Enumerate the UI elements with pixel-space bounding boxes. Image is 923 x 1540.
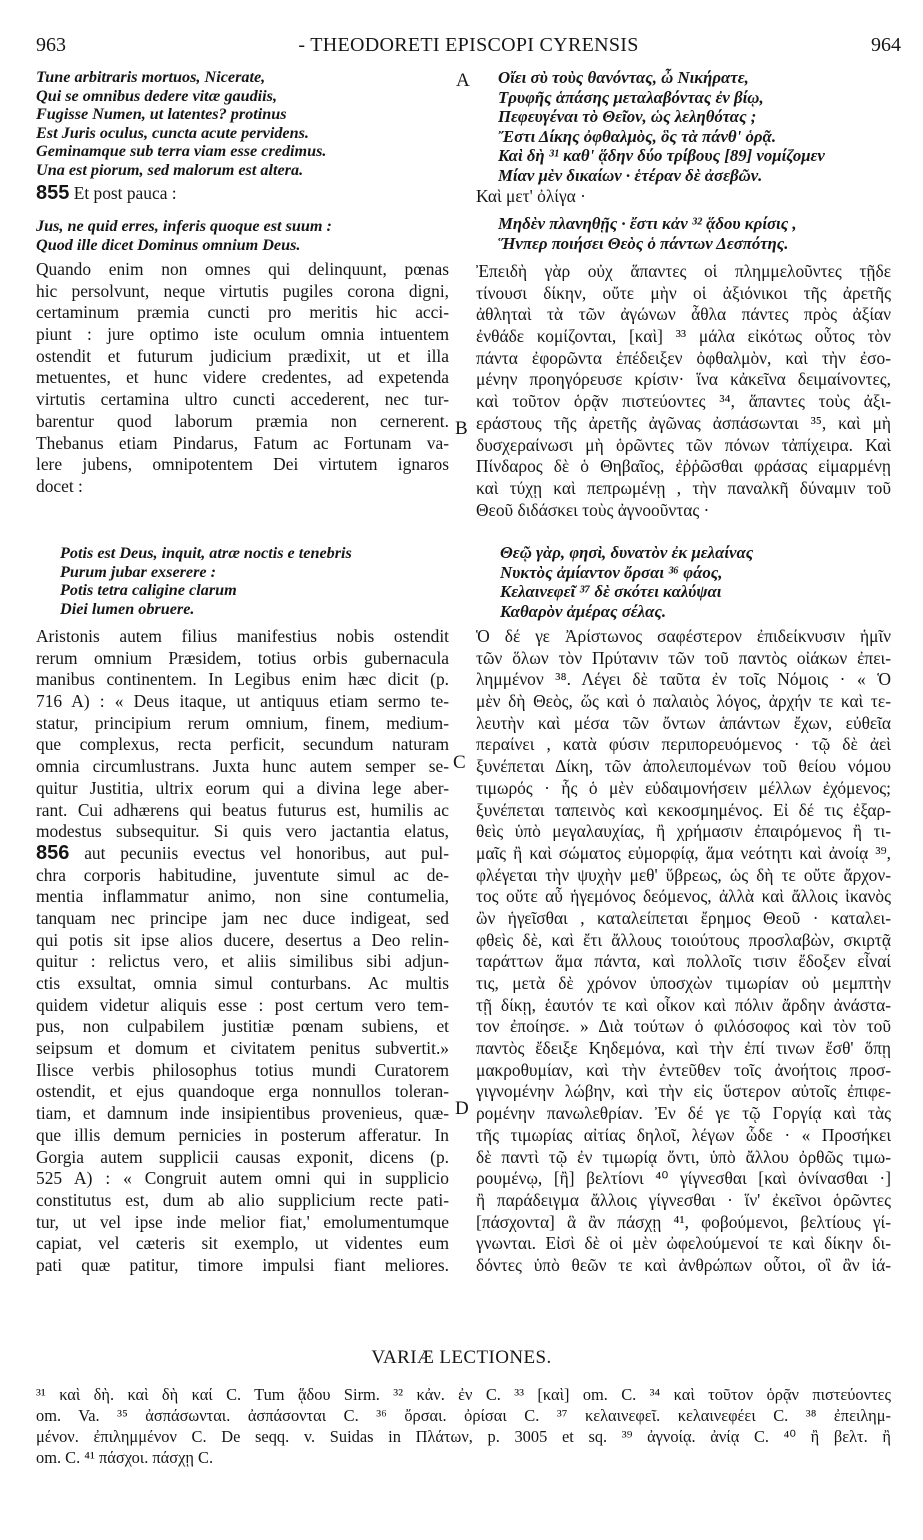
verse-line: Jus, ne quid erres, inferis quoque est suum : — [36, 217, 332, 235]
text-line: modestus subsequitur. Si quis vero jactantia elatus, — [36, 821, 449, 842]
text-line: quitur Justitia, ultrix eorum qui a divina lege aber- — [36, 777, 449, 798]
text-line: ἐνθάδε κομίζονται, [καὶ] ³³ μάλα εἰκότως οὗτος τὸν — [476, 326, 891, 347]
text-line: εράστους τῆς ἀρετῆς ἀγῶνας ἀσπάσωνται ³⁵, καὶ μὴ — [476, 412, 891, 433]
latin-verse-2 — [36, 217, 416, 254]
latin-paragraph-2 — [36, 626, 449, 1277]
text-line: virtutis certamina ultro cuncti accederent, nec tur- — [36, 389, 449, 410]
verse-line: Potis est Deus, inquit, atræ noctis e tenebris — [60, 544, 352, 562]
text-line: ostendit et futurum judicium prædixit, ut et illa — [36, 345, 449, 366]
text-line: γνωνται. Εἰσὶ δὲ οἱ μὲν ὠφελούμενοί τε καὶ δίκην δι- — [476, 1233, 891, 1254]
text-line: φλέγεται τὴν ψυχὴν μεθ' ὕβρεως, ὡς δὴ τε οὔτε ἄρχον- — [476, 864, 891, 885]
text-line: 716 A) : « Deus itaque, ut antiquus etiam sermo te- — [36, 691, 449, 712]
text-line: manibus continentem. In Legibus enim hæc dicit (p. — [36, 669, 449, 690]
text-line: ὢν ἡγεῖσθαι , καταλείπεται ἔρημος Θεοῦ · καταλει- — [476, 907, 891, 928]
verse-line: Τρυφῆς ἁπάσης μεταλαβόντας ἐν βίῳ, — [498, 87, 764, 107]
verse-line: Diei lumen obruere. — [60, 599, 195, 618]
text-line: ξυνέπεται ταπεινὸς καὶ κεκοσμημένος. Εἰ δέ τις ἐξαρ- — [476, 799, 891, 820]
text-line: piunt : jure optimo iste oculum omnia intuentem — [36, 324, 449, 345]
text-line: τιμωρός · ἧς ὁ μὲν εὐδαιμονήσειν μέλλων ἐχόμενος; — [476, 777, 891, 798]
verse-line: Quod ille dicet Dominus omnium Deus. — [36, 235, 301, 254]
text-line: λευτὴν καὶ μέσα τῶν ὄντων ἁπάντων ἔχων, εὐθεῖα — [476, 712, 891, 733]
greek-verse-2 — [498, 214, 891, 253]
text-line: Ὁ δέ γε Ἀρίστωνος σαφέστερον ἐπιδείκνυσιν ἡμῖν — [476, 626, 891, 646]
text-line: qui potis sit ipse alios ducere, desertus a Deo relin- — [36, 929, 449, 950]
greek-after-verse: Καὶ μετ' ὀλίγα · — [476, 186, 586, 206]
text-line: capiat, vel cæteris sit exemplo, ut videntes eum — [36, 1233, 449, 1254]
section-number-856: 856 — [36, 842, 70, 864]
verse-line: Fugisse Numen, ut latentes? protinus — [36, 105, 287, 124]
text-line: ρομένην πανωλεθρίαν. Ἐν δέ γε τῷ Γοργίᾳ καὶ τὰς — [476, 1103, 891, 1124]
verse-line: Πεφευγέναι τὸ Θεῖον, ὡς λεληθότας ; — [498, 107, 757, 127]
intro-text: Et post pauca : — [69, 183, 177, 203]
text-line: docet : — [36, 475, 83, 496]
verse-line: Est Juris oculus, cuncta acute pervidens. — [36, 123, 309, 142]
text-line: quidem videtur aliquis esse : post certum vero tem- — [36, 994, 449, 1015]
text-line: ξυνέπεται Δίκη, τῶν ἀπολειπομένων τοῦ θείου νόμου — [476, 756, 891, 777]
greek-paragraph-1 — [476, 261, 891, 521]
text-line: pati quæ patitur, timore impulsi fiant meliores. — [36, 1254, 449, 1275]
text-line: rant. Cui adhærens qui beatus futurus est, humilis ac — [36, 799, 449, 820]
text-line: chra corporis habitudine, juventute simul ac de- — [36, 864, 449, 885]
verse-line: Ἥνπερ ποιήσει Θεὸς ὁ πάντων Δεσπότης. — [498, 233, 789, 253]
text-line: δὲ παντὶ τῷ ἐν τιμωρίᾳ ὄντι, ὑπὸ ἄλλου ὀρθῶς τιμω- — [476, 1146, 891, 1167]
text-line: μένην προηγόρευσε κρίσιν· ἵνα κἀκεῖνα δειμαίνοντες, — [476, 369, 891, 390]
verse-line: Ἔστι Δίκης ὀφθαλμὸς, ὃς τὰ πάνθ' ὁρᾷ. — [498, 126, 777, 146]
variae-lectiones — [36, 1384, 891, 1468]
text-line: mentia inflammatur animo, non sine contumelia, — [36, 886, 449, 907]
text-line: hic persolvunt, neque virtutis pugiles corona digni, — [36, 280, 449, 301]
text-line: μαῖς ἢ καὶ σώματος εὐμορφίᾳ, ἅμα νεότητι καὶ ἀνοίᾳ ³⁹, — [476, 842, 891, 863]
latin-verse-3 — [60, 544, 420, 618]
text-line: rerum omnium Præsidem, totius orbis gubernacula — [36, 647, 449, 668]
margin-letter-c: C — [453, 752, 466, 773]
text-line: μακροθυμίαν, καὶ τὴν ἐντεῦθεν τοῖς ἀνοήτοις προσ- — [476, 1059, 891, 1080]
footnote-line: ³¹ καὶ δὴ. καὶ δὴ καί C. Tum ᾅδου Sirm. ³² κἀν. ἐν C. ³³ [καὶ] om. C. ³⁴ καὶ τοῦτον ὁρᾷν πιστεύοντες — [36, 1385, 891, 1404]
text-line: quitur : relictus vero, et aliis similibus sibi adjun- — [36, 951, 449, 972]
verse-line: Θεῷ γὰρ, φησὶ, δυνατὸν ἐκ μελαίνας — [500, 543, 754, 562]
text-line: τος οὔτε αὖ ἡγεμόνος δεόμενος, ἀλλὰ καὶ ἄλλοις ἱκανὸς — [476, 886, 891, 907]
text-line: que complexus, recta perficit, secundum naturam — [36, 734, 449, 755]
footnote-line: om. Va. ³⁵ ἀσπάσωνται. ἀσπάσονται C. ³⁶ ὄρσαι. ὀρίσαι C. ³⁷ κελαινεφεῖ. κελαινεφέει C. ³⁸ ἐπειλημ- — [36, 1406, 891, 1425]
text-line: γιγνομένην λώβην, καὶ τὴν εἰς ὕστερον αὐτοῖς ἐπιφε- — [476, 1081, 891, 1102]
footnote-line: om. C. ⁴¹ πάσχοι. πάσχῃ C. — [36, 1448, 214, 1467]
latin-paragraph-1 — [36, 259, 449, 498]
text-line: ἀθληταὶ τὰ τῶν ἀγώνων ἆθλα πάντες πρὸς ἀξίαν — [476, 304, 891, 325]
text-line: δόντες ὑπὸ θεῶν τε καὶ ἀνθρώπων οὗτοι, οἳ ἂν ἰά- — [476, 1254, 891, 1275]
text-line: ctis exsultat, omnia simul conturbans. Ac multis — [36, 973, 449, 993]
text-fragment: aut pecuniis evectus vel honoribus, aut pul- — [69, 842, 449, 863]
text-line: certaminum præmia cuncti pro meritis hic acci- — [36, 302, 449, 323]
text-line: 525 A) : « Congruit autem omni qui in supplicio — [36, 1168, 449, 1189]
text-line: ρουμένῳ, [ἢ] βελτίονι ⁴⁰ γίγνεσθαι [καὶ ὀνίνασθαι ·] — [476, 1168, 891, 1189]
verse-line: Qui se omnibus dedere vitæ gaudiis, — [36, 86, 278, 105]
text-line: τῇ δίκῃ, ἑαυτόν τε καὶ οἶκον καὶ πόλιν ἄρδην ἀνάστα- — [476, 994, 891, 1015]
page-number-left: 963 — [36, 34, 66, 56]
text-line: τον ἐποίησε. » Διὰ τούτων ὁ φιλόσοφος καὶ τὸν τοῦ — [476, 1016, 891, 1037]
text-line: περαίνει , κατὰ φύσιν περιπορευόμενος · τῷ δὲ ἀεὶ — [476, 734, 891, 755]
text-line: Thebanus etiam Pindarus, Fatum ac Fortunam va- — [36, 432, 449, 453]
verse-line: Geminamque sub terra viam esse credimus. — [36, 142, 327, 161]
verse-line: Καὶ δὴ ³¹ καθ' ᾅδην δύο τρίβους [89] νομίζομεν — [498, 146, 825, 166]
text-line: constitutus est, dum ab alio supplicium recte pati- — [36, 1189, 449, 1210]
verse-line: Una est piorum, sed malorum est altera. — [36, 160, 304, 179]
text-line: τῆς τιμωρίας αἰτίας δηλοῖ, λέγων ὧδε · « Προσήκει — [476, 1124, 891, 1145]
text-line: omnia circumlustrans. Juxta hunc autem semper se- — [36, 756, 449, 777]
text-line: que illis demum pernicies in posterum afferatur. In — [36, 1124, 449, 1145]
text-line: λημμένον ³⁸. Λέγει δὲ ταῦτα ἐν τοῖς Νόμοις · « Ὁ — [476, 669, 891, 690]
text-line: φθεὶς δὲ, καὶ ἔτι ἄλλους τοιούτους προσλαβὼν, σκιρτᾷ — [476, 929, 891, 950]
running-header — [36, 34, 901, 62]
text-line: τις, μετὰ δὲ χρόνον ὑποσχὼν τιμωρίαν οὐ μεμπτὴν — [476, 973, 891, 993]
text-line-section-856 — [36, 843, 449, 865]
margin-letter-a: A — [456, 70, 470, 91]
margin-letter-d: D — [455, 1098, 469, 1119]
verse-line: Potis tetra caligine clarum — [60, 581, 237, 600]
margin-letter-b: B — [455, 418, 468, 439]
greek-verse-1 — [498, 68, 891, 186]
text-line: τίνουσι δίκην, οὔτε μὴν οἱ ἀξιόνικοι τῆς ἀρετῆς — [476, 282, 891, 303]
verse-line: Μηδὲν πλανηθῇς · ἔστι κἀν ³² ᾅδου κρίσις , — [498, 214, 797, 233]
text-line: Πίνδαρος δὲ ὁ Θηβαῖος, ἐῤῥῶσθαι φράσας εἱμαρμένῃ — [476, 456, 891, 477]
variae-lectiones-title: VARIÆ LECTIONES. — [371, 1347, 552, 1368]
text-line: ταράττων ἅμα πάντα, καὶ πολλοῖς τισιν ἔδοξεν εἶναί — [476, 951, 891, 972]
text-line: Quando enim non omnes qui delinquunt, pœnas — [36, 259, 449, 279]
text-line: παντὸς ἔδειξε Κηδεμόνα, καὶ τὴν ἐπί τινων ἔσθ' ὅπῃ — [476, 1038, 891, 1059]
text-line: Aristonis autem filius manifestius nobis ostendit — [36, 626, 449, 646]
text-line: [πάσχοντα] ἃ ἂν πάσχῃ ⁴¹, φοβούμενοι, βελτίους γί- — [476, 1211, 891, 1232]
text-line: metuentes, et hunc videre credentes, ad expetenda — [36, 367, 449, 388]
running-title: - THEODORETI EPISCOPI CYRENSIS — [298, 34, 639, 56]
text-line: δυσχεραίνωσι μὴ ὁρῶντες τῶν πόνων τἀπίχειρα. Καὶ — [476, 434, 891, 455]
latin-verse-1 — [36, 68, 416, 180]
verse-line: Οἴει σὺ τοὺς θανόντας, ὦ Νικήρατε, — [498, 68, 749, 87]
greek-paragraph-2 — [476, 626, 891, 1277]
verse-line: Purum jubar exserere : — [60, 562, 217, 581]
verse-line: Καθαρὸν ἀμέρας σέλας. — [500, 601, 667, 621]
text-line: ἢ παράδειγμα ἄλλοις γίγνεσθαι · ἵν' ἐκεῖνοι ὁρῶντες — [476, 1189, 891, 1210]
latin-section-855 — [36, 183, 449, 205]
greek-verse-3 — [500, 543, 891, 621]
section-number-855: 855 — [36, 182, 70, 204]
text-line: tur, ut vel ipse inde melior fiat,' emolumentumque — [36, 1211, 449, 1232]
text-line: τῶν ὅλων τὸν Πρύτανιν τῶν τοῦ παντὸς οἰάκων ἐπει- — [476, 647, 891, 668]
text-line: θεὶς ὑπὸ μεγαλαυχίας, ἢ χρήμασιν ἐπαιρόμενος ἢ τι- — [476, 821, 891, 842]
text-line: pus, non culpabilem justitiæ pœnam subiens, et — [36, 1016, 449, 1037]
text-line: tanquam nec principe jam nec duce indigeat, sed — [36, 907, 449, 928]
text-line: πάντα ἐφορῶντα ἐπέδειξεν ὀφθαλμὸν, καὶ τὴν ἐσο- — [476, 347, 891, 368]
text-line: tiam, et damnum inde insipientibus provenieus, quæ- — [36, 1103, 449, 1124]
verse-line: Μίαν μὲν δικαίων · ἑτέραν δὲ ἀσεβῶν. — [498, 165, 763, 185]
page-number-right: 964 — [871, 34, 901, 56]
text-line: barentur quod laborum præmia non cernerent. — [36, 410, 449, 431]
text-line: καὶ τύχῃ καὶ πεπρωμένῃ , τὴν παναλκῆ δύναμιν τοῦ — [476, 477, 891, 498]
text-line: seipsum et domum et civitatem penitus subvertit.» — [36, 1038, 449, 1059]
text-line: lere jubens, omnipotentem Dei virtutem ignaros — [36, 454, 449, 475]
text-line: Gorgia autem supplicii causas exponit, dicens (p. — [36, 1146, 449, 1167]
verse-line: Κελαινεφεῖ ³⁷ δὲ σκότει καλύψαι — [500, 582, 722, 602]
text-line: Ἐπειδὴ γὰρ οὐχ ἅπαντες οἱ πλημμελοῦντες τῇδε — [476, 261, 891, 281]
text-line: μὲν δὴ Θεὸς, ὥς καὶ ὁ παλαιὸς λόγος, ἀρχήν τε καὶ τε- — [476, 691, 891, 712]
footnote-line: μένον. ἐπιλημμένον C. De seqq. v. Suidas in Πλάτων, p. 3005 et sq. ³⁹ ἀγνοίᾳ. ἀνίᾳ C. ⁴⁰ ἢ βελτ. ἢ — [36, 1427, 891, 1446]
text-line: Ilisce verbis philosophus totius mundi Curatorem — [36, 1059, 449, 1080]
verse-line: Νυκτὸς ἀμίαντον ὄρσαι ³⁶ φάος, — [500, 562, 723, 582]
text-line: καὶ τοῦτον ὁρᾷν πιστεύοντες ³⁴, ἅπαντες τοὺς ἀξι- — [476, 391, 891, 412]
verse-line: Tune arbitraris mortuos, Nicerate, — [36, 68, 266, 86]
text-line: Θεοῦ διδάσκει τοὺς ἀγνοοῦντας · — [476, 499, 710, 520]
text-line: statur, principium rerum omnium, finem, medium- — [36, 712, 449, 733]
text-line: ostendit, et ejus quandoque erga nonnullos toleran- — [36, 1081, 449, 1102]
